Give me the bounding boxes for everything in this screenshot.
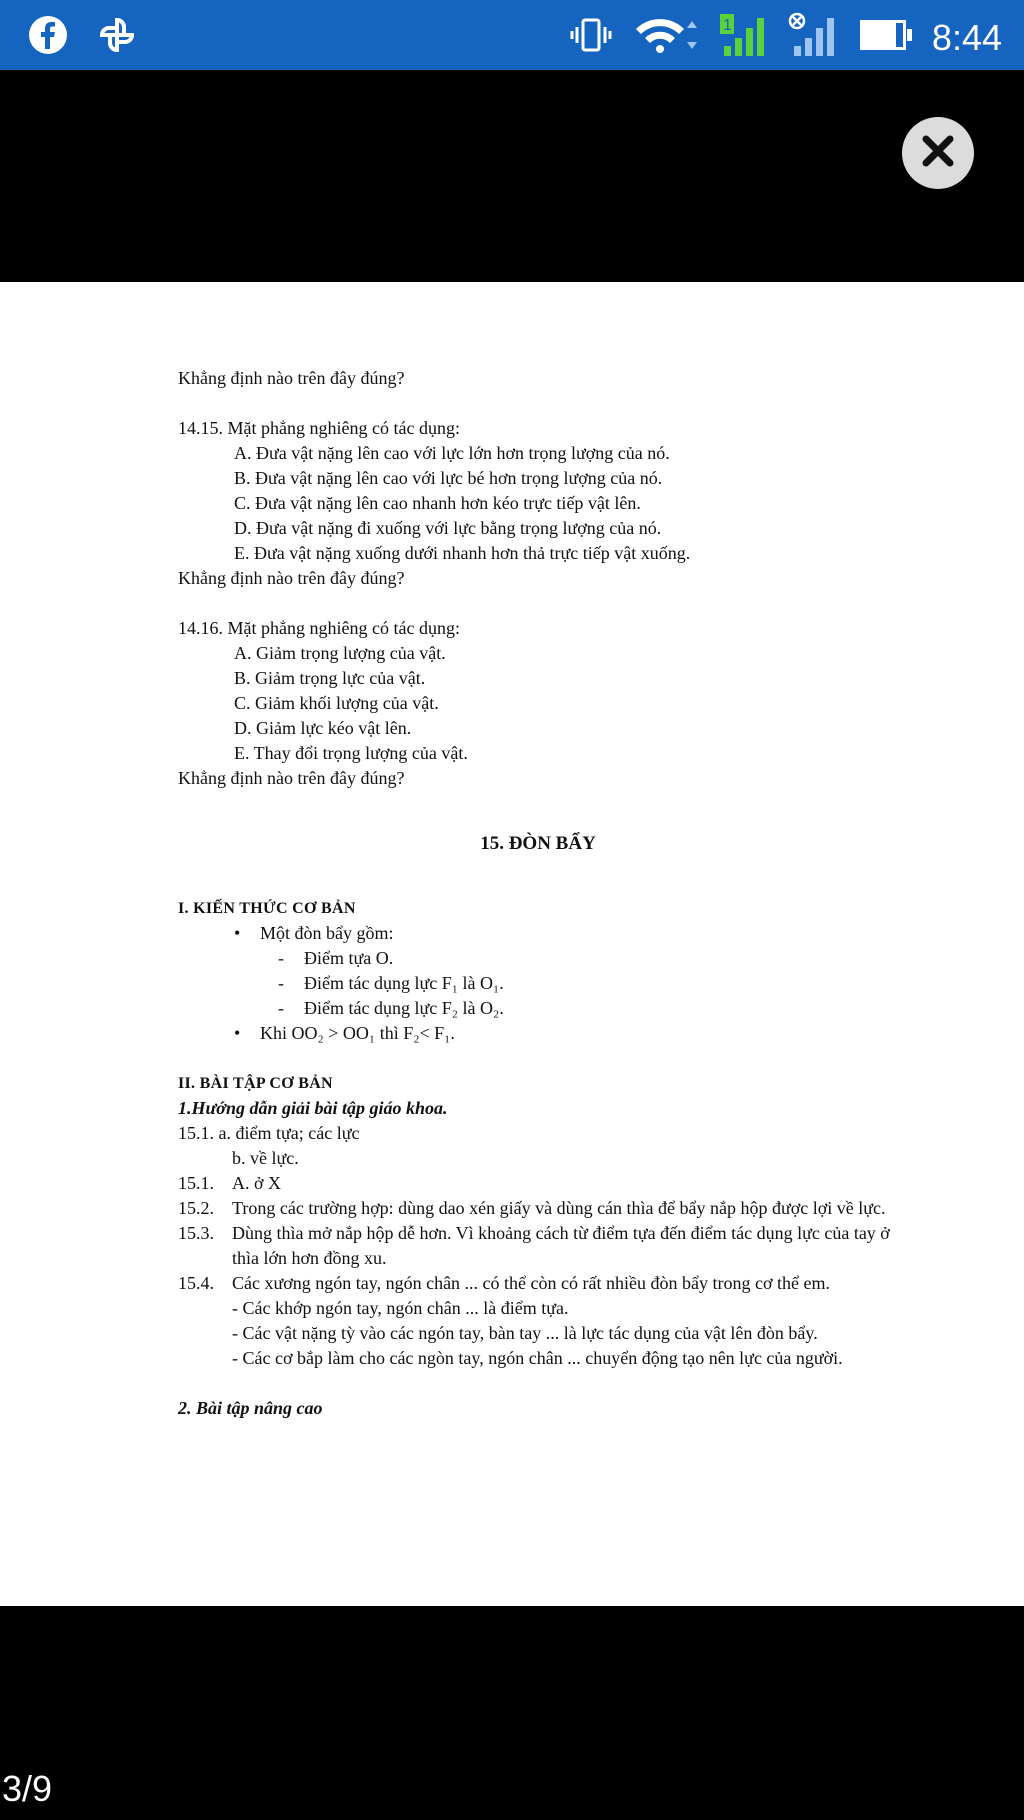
answer-15-1: 15.1. a. điểm tựa; các lực [178,1123,360,1143]
battery-icon [858,18,914,57]
question-prompt: Khẳng định nào trên đây đúng? [178,568,405,588]
section-heading: I. KIẾN THỨC CƠ BẢN [178,900,356,917]
option: E. Thay đổi trọng lượng của vật. [234,743,468,763]
page-indicator: 3/9 [2,1768,53,1809]
answer-item: 15.4. Các xương ngón tay, ngón chân ... có thể còn có rất nhiều đòn bẩy trong cơ thể em. [178,1273,830,1293]
cellular-signal-sim1-icon [718,12,770,63]
clock: 8:44 [931,16,1002,58]
document-page[interactable] [0,282,1024,1606]
pinwheel-app-icon [96,14,138,61]
bullet-item: • Khi OO₂ > OO₁ thì F₂< F₁. [234,1023,455,1043]
wifi-icon [634,15,700,60]
option: D. Đưa vật nặng đi xuống với lực bằng trọng lượng của nó. [234,518,662,538]
status-bar [0,0,1024,70]
dash-item: - Điểm tựa O. [278,948,394,968]
answer-subline: - Các cơ bắp làm cho các ngòn tay, ngón chân ... chuyển động tạo nên lực của người. [232,1348,843,1368]
question-14-16: 14.16. Mặt phẳng nghiêng có tác dụng: [178,618,460,638]
option: E. Đưa vật nặng xuống dưới nhanh hơn thả trực tiếp vật xuống. [234,543,691,563]
close-button[interactable] [902,117,974,189]
question-prompt: Khẳng định nào trên đây đúng? [178,368,405,388]
close-icon [918,131,958,176]
option: B. Đưa vật nặng lên cao với lực bé hơn trọng lượng của nó. [234,468,663,488]
option: C. Giảm khối lượng của vật. [234,693,439,713]
dash-item: - Điểm tác dụng lực F₁ là O₁. [278,973,504,993]
answer-item: 15.2. Trong các trường hợp: dùng dao xén giấy và dùng cán thìa để bẩy nắp hộp được lợi về lực. [178,1198,886,1218]
option: A. Giảm trọng lượng của vật. [234,643,446,663]
option: C. Đưa vật nặng lên cao nhanh hơn kéo trực tiếp vật lên. [234,493,641,513]
question-14-15: 14.15. Mặt phẳng nghiêng có tác dụng: [178,418,460,438]
facebook-icon [28,15,68,60]
section-heading: II. BÀI TẬP CƠ BẢN [178,1075,333,1092]
document-text [178,366,898,1421]
option: D. Giảm lực kéo vật lên. [234,718,412,738]
svg-text:1: 1 [722,17,732,34]
answer-15-1b: b. về lực. [232,1148,299,1168]
answer-item: 15.3. Dùng thìa mở nắp hộp dễ hơn. Vì khoảng cách từ điểm tựa đến điểm tác dụng lực của tay ở thìa lớn hơn đồng xu. [178,1223,890,1268]
answer-subline: - Các khớp ngón tay, ngón chân ... là điểm tựa. [232,1298,569,1318]
cellular-signal-sim2-icon [788,12,840,63]
subsection-heading: 1.Hướng dẫn giải bài tập giáo khoa. [178,1098,448,1118]
question-prompt: Khẳng định nào trên đây đúng? [178,768,405,788]
answer-subline: - Các vật nặng tỳ vào các ngón tay, bàn tay ... là lực tác dụng của vật lên đòn bẩy. [232,1323,818,1343]
vibrate-icon [566,15,616,60]
chapter-title: 15. ĐÒN BẨY [480,833,596,854]
option: B. Giảm trọng lực của vật. [234,668,426,688]
bullet-item: • Một đòn bẩy gồm: [234,923,394,943]
subsection-heading: 2. Bài tập nâng cao [178,1398,323,1418]
dash-item: - Điểm tác dụng lực F₂ là O₂. [278,998,504,1018]
answer-item: 15.1. A. ở X [178,1173,282,1193]
option: A. Đưa vật nặng lên cao với lực lớn hơn trọng lượng của nó. [234,443,670,463]
